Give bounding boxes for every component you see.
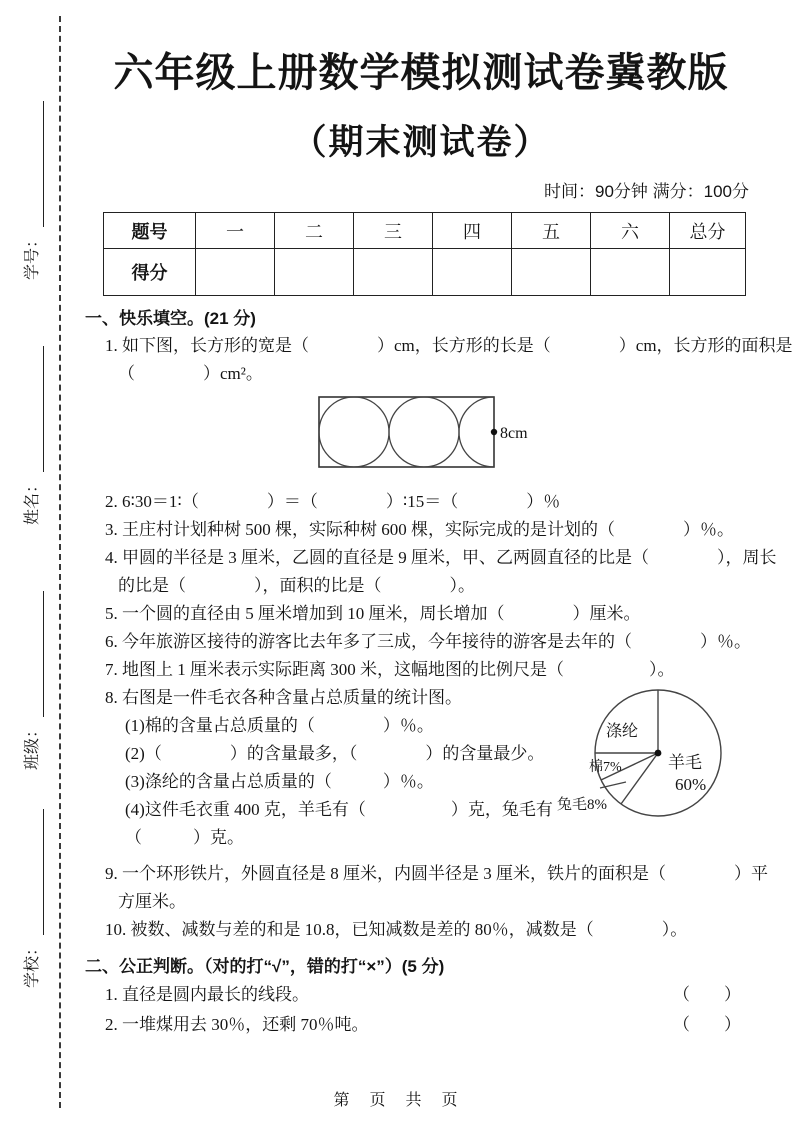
sidebar-field-name	[16, 325, 44, 525]
score-col-3: 三	[354, 213, 433, 249]
score-table-header-row	[104, 213, 746, 249]
figure-rectangle-circles	[85, 394, 757, 472]
page-title: 六年级上册数学模拟测试卷冀教版	[113, 51, 729, 95]
rectangle-circles-drawing	[318, 394, 558, 472]
question-line: 7. 地图上 1 厘米表示实际距离 300 米，这幅地图的比例尺是（ ）。	[105, 660, 675, 679]
score-col-5: 五	[512, 213, 591, 249]
question-line: 5. 一个圆的直径由 5 厘米增加到 10 厘米，周长增加（ ）厘米。	[105, 604, 641, 623]
section-1-heading: 一、快乐填空。(21 分)	[85, 309, 256, 328]
pie-chart-drawing	[556, 680, 768, 840]
page-subtitle: （期末测试卷）	[291, 123, 551, 162]
judge-answer-blank: （ ）	[673, 985, 741, 1004]
score-cell	[433, 249, 512, 296]
question-line: (1)棉的含量占总质量的（ ）％。	[125, 716, 434, 735]
dimension-dot	[491, 429, 497, 435]
score-col-4: 四	[433, 213, 512, 249]
student-id-blank-line	[23, 101, 44, 227]
score-col-1: 一	[196, 213, 275, 249]
name-label: 姓名：	[24, 476, 41, 525]
question-line: 1. 如下图，长方形的宽是（ ）cm，长方形的长是（ ）cm，长方形的面积是	[105, 336, 793, 355]
score-table-header-label: 题号	[104, 213, 196, 249]
student-id-label: 学号：	[24, 231, 41, 280]
dimension-label: 8cm	[500, 425, 528, 442]
question-line: 4. 甲圆的半径是 3 厘米，乙圆的直径是 9 厘米，甲、乙两圆直径的比是（ ），周长	[105, 548, 777, 567]
question-line: (2)（ ）的含量最多，（ ）的含量最少。	[125, 744, 545, 763]
class-label: 班级：	[24, 721, 41, 770]
pie-label-polyester: 涤纶	[606, 723, 639, 740]
judge-item	[85, 980, 757, 1010]
seal-dashed-line	[59, 16, 61, 1108]
score-table-score-row	[104, 249, 746, 296]
score-row-label: 得分	[104, 249, 196, 296]
pie-center-dot	[655, 750, 662, 757]
score-col-2: 二	[275, 213, 354, 249]
question-line: （ ）克。	[125, 828, 244, 847]
question-line: 的比是（ ），面积的比是（ ）。	[118, 576, 475, 595]
score-cell	[670, 249, 746, 296]
question-line: （ ）cm²。	[118, 364, 263, 383]
score-col-6: 六	[591, 213, 670, 249]
judge-statement: 2. 一堆煤用去 30％，还剩 70％吨。	[105, 1015, 369, 1034]
judge-answer-blank: （ ）	[673, 1015, 741, 1034]
exam-meta: 时间：90分钟 满分：100分	[544, 182, 749, 201]
score-col-total: 总分	[670, 213, 746, 249]
pie-label-wool-name: 羊毛	[668, 753, 702, 772]
question-line: 6. 今年旅游区接待的游客比去年多了三成，今年接待的游客是去年的（ ）％。	[105, 632, 751, 651]
sidebar-field-student-id	[16, 80, 44, 280]
school-blank-line	[23, 809, 44, 935]
score-table	[103, 212, 746, 296]
score-cell	[354, 249, 433, 296]
question-line: 3. 王庄村计划种树 500 棵，实际种树 600 棵，实际完成的是计划的（ ）％。	[105, 520, 734, 539]
score-cell	[196, 249, 275, 296]
question-line: (3)涤纶的含量占总质量的（ ）％。	[125, 772, 434, 791]
name-blank-line	[23, 346, 44, 472]
pie-label-wool-pct: 60%	[675, 775, 707, 794]
class-blank-line	[23, 591, 44, 717]
pie-label-rabbit-hair: 兔毛8%	[557, 797, 607, 813]
question-line: 8. 右图是一件毛衣各种含量占总质量的统计图。	[105, 688, 462, 707]
sidebar-field-school	[16, 788, 44, 988]
question-line: 方厘米。	[118, 892, 186, 911]
score-cell	[591, 249, 670, 296]
page-footer: 第 页 共 页	[333, 1092, 460, 1109]
pie-chart	[556, 680, 768, 840]
sidebar-field-class	[16, 570, 44, 770]
question-line: 9. 一个环形铁片，外圆直径是 8 厘米，内圆半径是 3 厘米，铁片的面积是（ ）平	[105, 864, 768, 883]
score-cell	[275, 249, 354, 296]
question-line: 2. 6∶30＝1∶（ ）＝（ ）∶15＝（ ）％	[105, 492, 561, 511]
section-2-heading: 二、公正判断。（对的打“√”，错的打“×”）(5 分)	[85, 957, 445, 976]
score-cell	[512, 249, 591, 296]
judge-item	[85, 1010, 757, 1040]
school-label: 学校：	[24, 939, 41, 988]
question-line: 10. 被数、减数与差的和是 10.8，已知减数是差的 80％，减数是（ ）。	[105, 920, 688, 939]
main-content	[85, 0, 793, 1040]
pie-label-cotton: 棉7%	[589, 760, 622, 775]
question-line: (4)这件毛衣重 400 克，羊毛有（ ）克，兔毛有	[125, 800, 553, 819]
judge-statement: 1. 直径是圆内最长的线段。	[105, 985, 309, 1004]
